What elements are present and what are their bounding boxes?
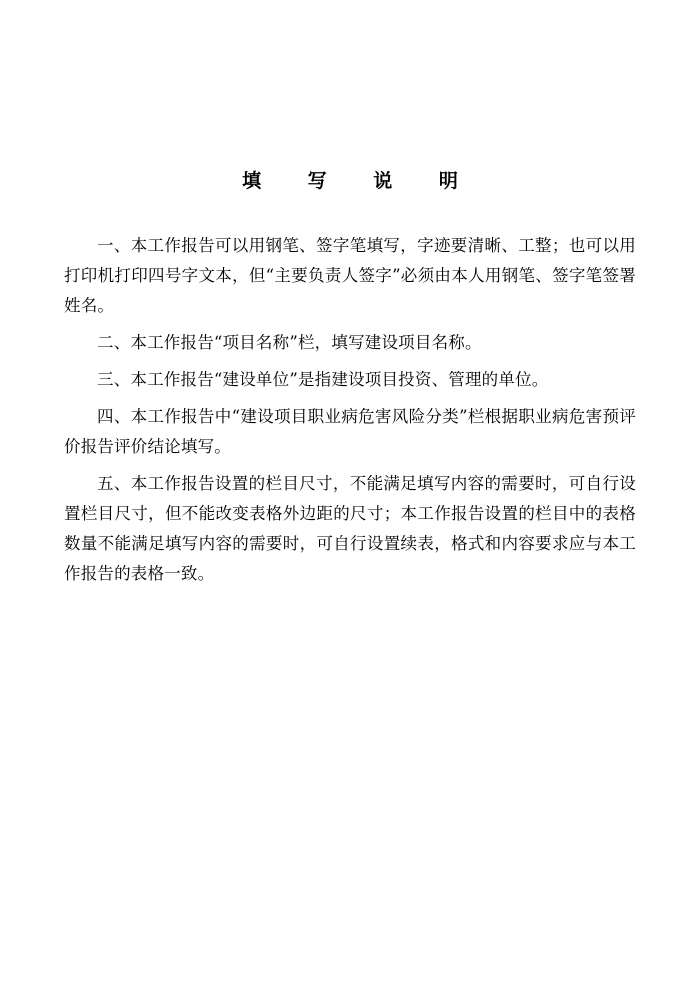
instruction-paragraph-4: 四、本工作报告中“建设项目职业病危害风险分类”栏根据职业病危害预评价报告评价结论填写。 xyxy=(64,407,636,456)
instruction-paragraph-1: 一、本工作报告可以用钢笔、签字笔填写，字迹要清晰、工整；也可以用打印机打印四号字文本，但“主要负责人签字”必须由本人用钢笔、签字笔签署姓名。 xyxy=(64,236,636,315)
instruction-paragraph-2: 二、本工作报告“项目名称”栏，填写建设项目名称。 xyxy=(97,333,482,352)
instruction-paragraph-5: 五、本工作报告设置的栏目尺寸，不能满足填写内容的需要时，可自行设置栏目尺寸，但不能改变表格外边距的尺寸；本工作报告设置的栏目中的表格数量不能满足填写内容的需要时，可自行设置续表，格式和内容要求应与本工作报告的表格一致。 xyxy=(64,474,636,583)
page-title: 填 写 说 明 xyxy=(242,170,478,192)
instruction-paragraph-3: 三、本工作报告“建设单位”是指建设项目投资、管理的单位。 xyxy=(97,370,549,389)
instructions-body xyxy=(64,231,636,596)
